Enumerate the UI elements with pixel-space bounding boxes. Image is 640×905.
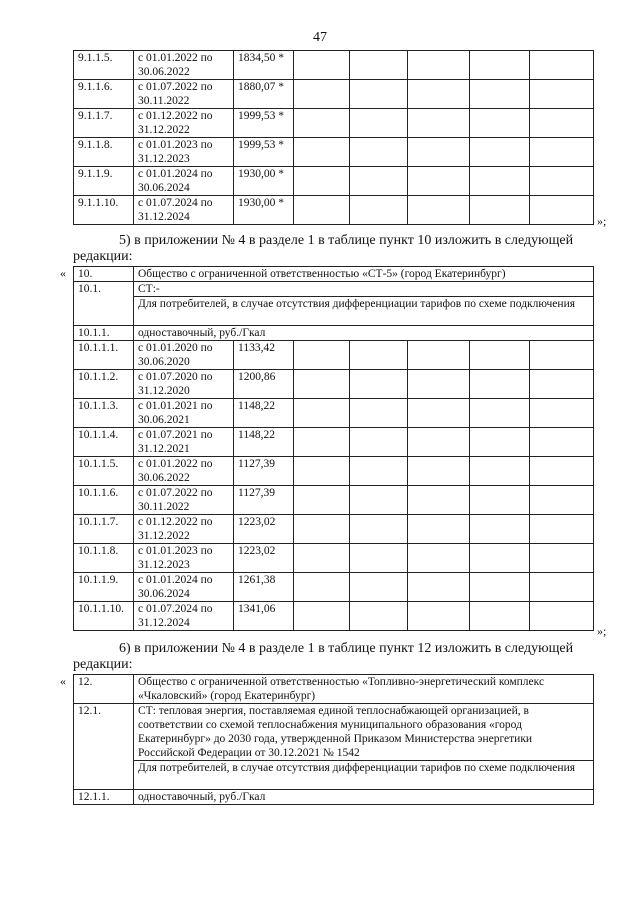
row-value: 1200,86: [234, 370, 294, 399]
empty-cell: [408, 196, 470, 225]
empty-cell: [350, 544, 408, 573]
row-code: 10.1.1.5.: [74, 457, 134, 486]
row-period: с 01.01.2023 по 31.12.2023: [134, 138, 234, 167]
table-row: [74, 544, 594, 573]
row-code: 10.1.1.6.: [74, 486, 134, 515]
empty-cell: [350, 428, 408, 457]
row-code: 9.1.1.5.: [74, 51, 134, 80]
empty-cell: [294, 51, 350, 80]
table-row: [74, 341, 594, 370]
empty-cell: [470, 196, 530, 225]
empty-cell: [530, 457, 594, 486]
row-code: 10.1.1.10.: [74, 602, 134, 631]
empty-cell: [408, 544, 470, 573]
empty-cell: [530, 573, 594, 602]
empty-cell: [350, 51, 408, 80]
empty-cell: [408, 399, 470, 428]
row-period: с 01.12.2022 по 31.12.2022: [134, 515, 234, 544]
empty-cell: [530, 51, 594, 80]
empty-cell: [470, 457, 530, 486]
table-row: [74, 167, 594, 196]
table-row: [74, 573, 594, 602]
empty-cell: [408, 80, 470, 109]
empty-cell: [530, 602, 594, 631]
empty-cell: [470, 167, 530, 196]
empty-cell: [530, 167, 594, 196]
row-value: 1999,53 *: [234, 109, 294, 138]
empty-cell: [294, 399, 350, 428]
row-code: 10.1.1.8.: [74, 544, 134, 573]
row-code: 10.1.1.1.: [74, 341, 134, 370]
table2-header-code: 10.: [74, 267, 134, 282]
paragraph-5-line2: редакции:: [73, 249, 133, 264]
table3-header-text: Общество с ограниченной ответственностью «Топливно-энергетический комплекс «Чкаловский» (город Екатеринбург): [134, 675, 594, 704]
paragraph-6-line2: редакции:: [73, 657, 133, 672]
empty-cell: [350, 341, 408, 370]
empty-cell: [408, 428, 470, 457]
empty-cell: [470, 80, 530, 109]
empty-cell: [470, 486, 530, 515]
empty-cell: [530, 399, 594, 428]
row-code: 10.1.1.3.: [74, 399, 134, 428]
table3-sub-line1: СТ: тепловая энергия, поставляемая единой теплоснабжающей организацией, в соответствии со схемой теплоснабжения муниципального образования «город Екатеринбург» до 2030 года, утвержденной Приказом Министерства энергетики Российской Федерации от 30.12.2021 № 1542: [134, 704, 594, 761]
row-period: с 01.07.2021 по 31.12.2021: [134, 428, 234, 457]
empty-cell: [350, 486, 408, 515]
row-period: с 01.01.2023 по 31.12.2023: [134, 544, 234, 573]
table2-closing-quote: »;: [597, 624, 607, 638]
table2-unit-code: 10.1.1.: [74, 326, 134, 341]
empty-cell: [294, 167, 350, 196]
empty-cell: [408, 602, 470, 631]
row-code: 10.1.1.7.: [74, 515, 134, 544]
empty-cell: [530, 544, 594, 573]
empty-cell: [408, 109, 470, 138]
empty-cell: [470, 109, 530, 138]
table3-sub-code: 12.1.: [74, 704, 134, 790]
empty-cell: [294, 341, 350, 370]
empty-cell: [294, 515, 350, 544]
empty-cell: [350, 109, 408, 138]
table2-header-text: Общество с ограниченной ответственностью «СТ-5» (город Екатеринбург): [134, 267, 594, 282]
empty-cell: [294, 80, 350, 109]
empty-cell: [470, 399, 530, 428]
empty-cell: [530, 80, 594, 109]
empty-cell: [530, 341, 594, 370]
row-code: 9.1.1.8.: [74, 138, 134, 167]
empty-cell: [470, 51, 530, 80]
paragraph-6: [73, 641, 618, 673]
row-value: 1127,39: [234, 486, 294, 515]
empty-cell: [294, 138, 350, 167]
table-row: [74, 196, 594, 225]
table-row: [74, 109, 594, 138]
empty-cell: [470, 544, 530, 573]
empty-cell: [294, 109, 350, 138]
table-row: [74, 515, 594, 544]
empty-cell: [470, 138, 530, 167]
paragraph-5-line1: 5) в приложении № 4 в разделе 1 в таблице пункт 10 изложить в следующей: [119, 233, 574, 248]
table3-unit-code: 12.1.1.: [74, 790, 134, 805]
empty-cell: [350, 602, 408, 631]
table2-sub-line1: СТ:-: [134, 282, 594, 297]
table3-opening-quote: «: [60, 674, 66, 688]
row-value: 1880,07 *: [234, 80, 294, 109]
row-period: с 01.01.2022 по 30.06.2022: [134, 51, 234, 80]
row-code: 10.1.1.2.: [74, 370, 134, 399]
row-period: с 01.07.2022 по 30.11.2022: [134, 80, 234, 109]
row-code: 9.1.1.7.: [74, 109, 134, 138]
empty-cell: [350, 457, 408, 486]
row-code: 9.1.1.10.: [74, 196, 134, 225]
table2-unit-text: одноставочный, руб./Гкал: [134, 326, 594, 341]
row-code: 10.1.1.9.: [74, 573, 134, 602]
empty-cell: [530, 515, 594, 544]
empty-cell: [470, 573, 530, 602]
tariff-table-10: [73, 266, 594, 631]
table2-sub-line2: Для потребителей, в случае отсутствия дифференциации тарифов по схеме подключения: [134, 297, 594, 326]
empty-cell: [530, 109, 594, 138]
empty-cell: [530, 196, 594, 225]
row-period: с 01.01.2024 по 30.06.2024: [134, 573, 234, 602]
empty-cell: [350, 80, 408, 109]
empty-cell: [294, 370, 350, 399]
row-period: с 01.01.2024 по 30.06.2024: [134, 167, 234, 196]
empty-cell: [470, 370, 530, 399]
row-value: 1341,06: [234, 602, 294, 631]
row-period: с 01.01.2021 по 30.06.2021: [134, 399, 234, 428]
empty-cell: [294, 544, 350, 573]
row-code: 10.1.1.4.: [74, 428, 134, 457]
table-row: [74, 486, 594, 515]
tariff-table-12: [73, 674, 594, 805]
table1-closing-quote: »;: [597, 214, 607, 228]
table-row: [74, 457, 594, 486]
empty-cell: [350, 167, 408, 196]
empty-cell: [294, 573, 350, 602]
empty-cell: [408, 370, 470, 399]
table-row: [74, 51, 594, 80]
empty-cell: [408, 573, 470, 602]
empty-cell: [294, 486, 350, 515]
empty-cell: [350, 573, 408, 602]
row-period: с 01.01.2022 по 30.06.2022: [134, 457, 234, 486]
table-row: [74, 428, 594, 457]
paragraph-5: [73, 233, 618, 265]
empty-cell: [294, 457, 350, 486]
table-row: [74, 399, 594, 428]
table-row: [74, 602, 594, 631]
empty-cell: [530, 370, 594, 399]
empty-cell: [294, 196, 350, 225]
row-value: 1148,22: [234, 428, 294, 457]
empty-cell: [408, 457, 470, 486]
row-value: 1930,00 *: [234, 196, 294, 225]
table2-opening-quote: «: [60, 266, 66, 280]
empty-cell: [350, 515, 408, 544]
row-value: 1223,02: [234, 544, 294, 573]
table-row: [74, 138, 594, 167]
paragraph-6-line1: 6) в приложении № 4 в разделе 1 в таблице пункт 12 изложить в следующей: [119, 641, 574, 656]
empty-cell: [530, 428, 594, 457]
table3-sub-line2: Для потребителей, в случае отсутствия дифференциации тарифов по схеме подключения: [134, 761, 594, 790]
empty-cell: [408, 486, 470, 515]
table-row: [74, 80, 594, 109]
row-period: с 01.07.2020 по 31.12.2020: [134, 370, 234, 399]
row-code: 9.1.1.6.: [74, 80, 134, 109]
table3-unit-text: одноставочный, руб./Гкал: [134, 790, 594, 805]
page-number: 47: [313, 30, 327, 45]
row-period: с 01.01.2020 по 30.06.2020: [134, 341, 234, 370]
row-value: 1148,22: [234, 399, 294, 428]
row-value: 1834,50 *: [234, 51, 294, 80]
table3-header-code: 12.: [74, 675, 134, 704]
table-row: [74, 370, 594, 399]
row-value: 1930,00 *: [234, 167, 294, 196]
row-code: 9.1.1.9.: [74, 167, 134, 196]
empty-cell: [470, 515, 530, 544]
empty-cell: [350, 138, 408, 167]
empty-cell: [408, 167, 470, 196]
row-value: 1133,42: [234, 341, 294, 370]
tariff-table-9: [73, 50, 594, 225]
empty-cell: [350, 196, 408, 225]
empty-cell: [294, 602, 350, 631]
row-value: 1999,53 *: [234, 138, 294, 167]
row-value: 1223,02: [234, 515, 294, 544]
empty-cell: [294, 428, 350, 457]
empty-cell: [408, 515, 470, 544]
row-value: 1127,39: [234, 457, 294, 486]
empty-cell: [350, 399, 408, 428]
row-period: с 01.07.2022 по 30.11.2022: [134, 486, 234, 515]
empty-cell: [350, 370, 408, 399]
row-period: с 01.07.2024 по 31.12.2024: [134, 602, 234, 631]
empty-cell: [470, 428, 530, 457]
empty-cell: [530, 138, 594, 167]
empty-cell: [470, 341, 530, 370]
empty-cell: [530, 486, 594, 515]
empty-cell: [408, 51, 470, 80]
row-value: 1261,38: [234, 573, 294, 602]
empty-cell: [408, 341, 470, 370]
empty-cell: [408, 138, 470, 167]
row-period: с 01.07.2024 по 31.12.2024: [134, 196, 234, 225]
row-period: с 01.12.2022 по 31.12.2022: [134, 109, 234, 138]
table2-sub-code: 10.1.: [74, 282, 134, 326]
empty-cell: [470, 602, 530, 631]
